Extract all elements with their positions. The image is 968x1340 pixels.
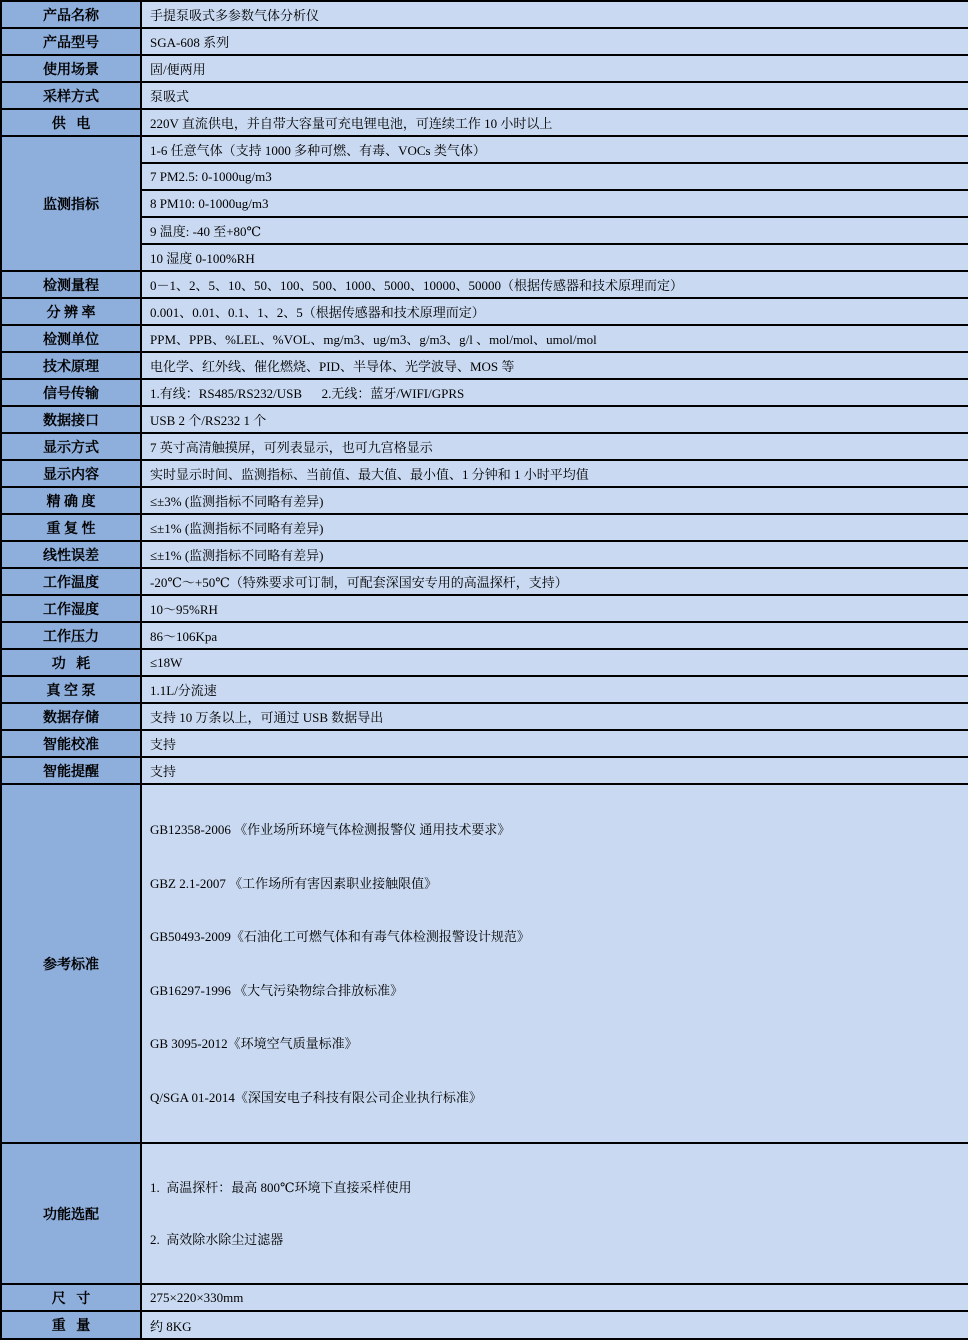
row-value: 86～106Kpa [141,622,968,649]
row-label: 工作压力 [1,622,141,649]
table-row [1,271,968,298]
row-label: 工作温度 [1,568,141,595]
table-row [1,406,968,433]
row-value: 7 PM2.5: 0-1000ug/m3 [141,163,968,190]
table-row [1,190,968,217]
row-value: 1.有线：RS485/RS232/USB 2.无线：蓝牙/WIFI/GPRS [141,379,968,406]
row-value: 1.1L/分流速 [141,676,968,703]
row-value: 电化学、红外线、催化燃烧、PID、半导体、光学波导、MOS 等 [141,352,968,379]
table-row [1,1311,968,1339]
row-label: 检测量程 [1,271,141,298]
row-value: 220V 直流供电，并自带大容量可充电锂电池，可连续工作 10 小时以上 [141,109,968,136]
row-value: 10～95%RH [141,595,968,622]
table-row [1,1,968,28]
row-label: 数据存储 [1,703,141,730]
row-label: 监测指标 [1,136,141,271]
table-row [1,352,968,379]
table-row [1,82,968,109]
row-value: 9 温度: -40 至+80℃ [141,217,968,244]
table-row [1,217,968,244]
row-label: 供 电 [1,109,141,136]
table-row [1,622,968,649]
value-line: GB50493-2009《石油化工可燃气体和有毒气体检测报警设计规范》 [150,929,530,944]
row-value [141,1143,968,1284]
table-row [1,136,968,163]
row-label: 智能校准 [1,730,141,757]
row-label: 检测单位 [1,325,141,352]
value-line: 2. 高效除水除尘过滤器 [150,1231,284,1247]
table-row [1,568,968,595]
row-value: ≤±1% (监测指标不同略有差异) [141,541,968,568]
table-row [1,28,968,55]
table-row [1,595,968,622]
value-line: 1. 高温探杆：最高 800℃环境下直接采样使用 [150,1180,412,1195]
table-row [1,163,968,190]
row-label: 参考标准 [1,784,141,1143]
row-label: 功 耗 [1,649,141,676]
row-label: 产品型号 [1,28,141,55]
table-row [1,676,968,703]
row-label: 采样方式 [1,82,141,109]
table-row [1,379,968,406]
value-line: GB 3095-2012《环境空气质量标准》 [150,1036,358,1051]
row-value: 固/便两用 [141,55,968,82]
table-row [1,298,968,325]
row-label: 显示方式 [1,433,141,460]
row-label: 使用场景 [1,55,141,82]
table-row [1,730,968,757]
table-row [1,244,968,271]
row-value: 0.001、0.01、0.1、1、2、5（根据传感器和技术原理而定） [141,298,968,325]
table-row [1,757,968,784]
table-row [1,541,968,568]
table-row [1,1143,968,1284]
row-value [141,784,968,1143]
table-row [1,784,968,1143]
row-label: 真 空 泵 [1,676,141,703]
row-label: 产品名称 [1,1,141,28]
row-value: ≤±1% (监测指标不同略有差异) [141,514,968,541]
row-value: 10 湿度 0-100%RH [141,244,968,271]
row-label: 技术原理 [1,352,141,379]
table-row [1,1284,968,1311]
row-label: 精 确 度 [1,487,141,514]
table-row [1,487,968,514]
table-row [1,514,968,541]
row-value: 0－1、2、5、10、50、100、500、1000、5000、10000、50000（根据传感器和技术原理而定） [141,271,968,298]
table-row [1,460,968,487]
value-line: Q/SGA 01-2014《深国安电子科技有限公司企业执行标准》 [150,1089,482,1105]
row-label: 重 复 性 [1,514,141,541]
value-line: GBZ 2.1-2007 《工作场所有害因素职业接触限值》 [150,875,438,891]
table-row [1,109,968,136]
row-value: 1-6 任意气体（支持 1000 多种可燃、有毒、VOCs 类气体） [141,136,968,163]
row-value: 泵吸式 [141,82,968,109]
row-value: SGA-608 系列 [141,28,968,55]
row-label: 功能选配 [1,1143,141,1284]
row-value: 手提泵吸式多参数气体分析仪 [141,1,968,28]
row-label: 显示内容 [1,460,141,487]
row-label: 数据接口 [1,406,141,433]
row-value: USB 2 个/RS232 1 个 [141,406,968,433]
row-value: 实时显示时间、监测指标、当前值、最大值、最小值、1 分钟和 1 小时平均值 [141,460,968,487]
row-value: 8 PM10: 0-1000ug/m3 [141,190,968,217]
row-value: ≤18W [141,649,968,676]
table-row [1,55,968,82]
row-value: 7 英寸高清触摸屏，可列表显示，也可九宫格显示 [141,433,968,460]
row-label: 信号传输 [1,379,141,406]
row-label: 工作湿度 [1,595,141,622]
value-line: GB12358-2006 《作业场所环境气体检测报警仪 通用技术要求》 [150,822,511,837]
row-label: 线性误差 [1,541,141,568]
row-label: 智能提醒 [1,757,141,784]
row-label: 重 量 [1,1311,141,1339]
row-label: 分 辨 率 [1,298,141,325]
row-value: 275×220×330mm [141,1284,968,1311]
row-value: PPM、PPB、%LEL、%VOL、mg/m3、ug/m3、g/m3、g/l 、mol/mol、umol/mol [141,325,968,352]
row-value: 支持 10 万条以上，可通过 USB 数据导出 [141,703,968,730]
value-line: GB16297-1996 《大气污染物综合排放标准》 [150,982,404,998]
row-value: 支持 [141,730,968,757]
row-value: 约 8KG [141,1311,968,1339]
table-row [1,433,968,460]
row-value: ≤±3% (监测指标不同略有差异) [141,487,968,514]
table-row [1,703,968,730]
row-label: 尺 寸 [1,1284,141,1311]
table-row [1,649,968,676]
row-value: -20℃～+50℃（特殊要求可订制，可配套深国安专用的高温探杆，支持） [141,568,968,595]
table-row [1,325,968,352]
row-value: 支持 [141,757,968,784]
